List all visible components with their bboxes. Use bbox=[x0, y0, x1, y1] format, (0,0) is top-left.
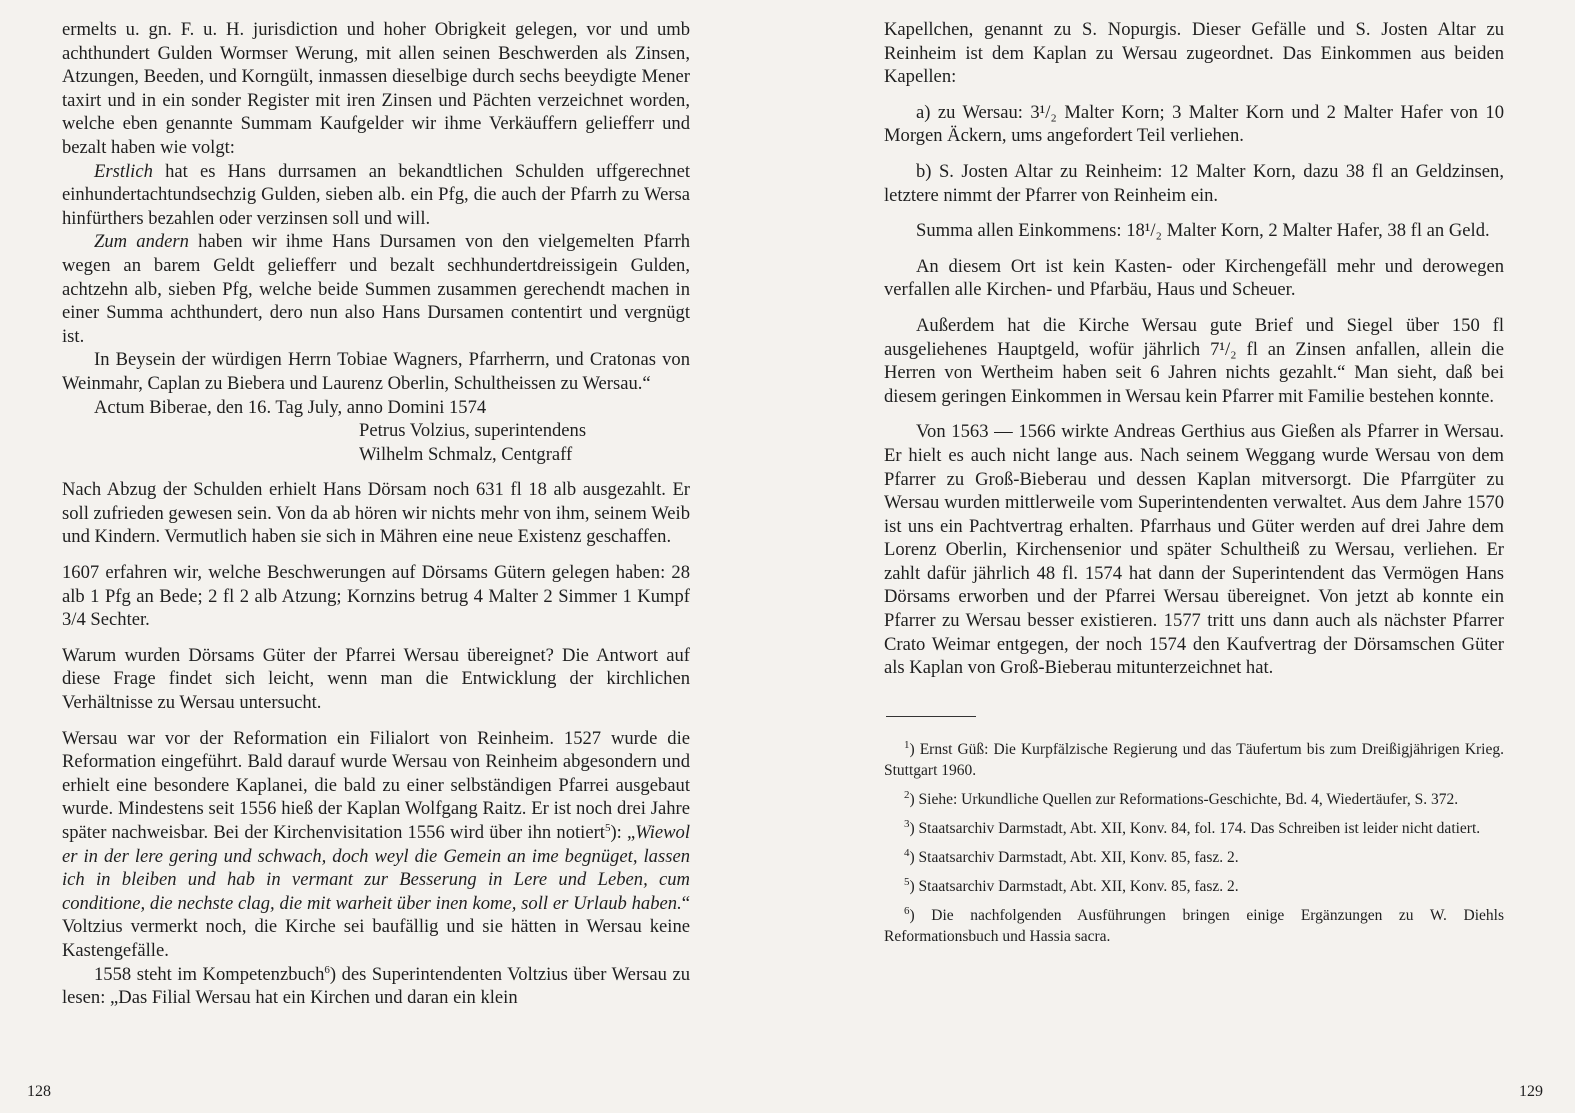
signature-line: Petrus Volzius, superintendens bbox=[359, 420, 587, 442]
paragraph: Von 1563 — 1566 wirkte Andreas Gerthius aus Gießen als Pfarrer in Wersau. Er hielt es auch nicht lange aus. Nach seinem Weggang wurde Wersau von dem Pfarrer zu Groß-Bieberau und dessen Kaplan mitversorgt. Die Pfarrgüter zu Wersau wurden mittlerweile vom Superintendenten verwaltet. Aus dem Jahre 1570 ist uns ein Pachtvertrag erhalten. Pfarrhaus und Güter werden auf drei Jahre dem Lorenz Oberlin, Kirchensenior und später Schultheiß zu Wersau, verliehen. Er zahlt dafür jährlich 48 fl. 1574 hat dann der Superintendent das Vermögen Hans Dörsams erworben und der Pfarrei Wersau übereignet. Von jetzt ab konnte ein Pfarrer zu Wersau besser existieren. 1577 tritt uns dann auch als nächster Pfarrer Crato Weimar entgegen, der noch 1574 den Kaufvertrag der Dörsamschen Güter als Kaplan von Groß-Bieberau mitunterzeichnet hat. bbox=[884, 421, 1504, 679]
paragraph: Wersau war vor der Reformation ein Filialort von Reinheim. 1527 wurde die Reformation eingeführt. Bald darauf wurde Wersau von Reinheim abgesondern und erhielt eine besondere Kaplanei, die bald zu einer selbständigen Pfarrei ausgebaut wurde. Mindestens seit 1556 hieß der Kaplan Wolfgang Raitz. Er ist noch drei Jahre später nachweisbar. Bei der Kirchenvisitation 1556 wird über ihn notiert$^5$): „Wiewol er in der lere gering und schwach, doch weyl die Gemein an ime begnüget, lassen ich in bleiben und hab in vermant zur Besserung in Lere und Leben, cum conditione, die nechste clag, die mit warheit über inen kome, soll er Urlaub haben.“ Voltzius vermerkt noch, die Kirche sei baufällig und sie hätten in Wersau keine Kastengefälle. bbox=[62, 727, 690, 961]
paragraph: Nach Abzug der Schulden erhielt Hans Dörsam noch 631 fl 18 alb ausgezahlt. Er soll zufrieden gewesen sein. Von da ab hören wir nichts mehr von ihm, seinem Weib und Kindern. Vermutlich haben sie sich in Mähren eine neue Existenz geschaffen. bbox=[62, 479, 690, 548]
page-number: 128 bbox=[27, 1083, 51, 1100]
paragraph: ermelts u. gn. F. u. H. jurisdiction und hoher Obrigkeit gelegen, vor und umb achthundert Gulden Wormser Werung, mit allen seinen Beschwerden als Zinsen, Atzungen, Beeden, und Korngült, inmassen dieselbige durch sechs beeydigte Mener taxirt und in ein sonder Register mit iren Zinsen und Pächten verzeichnet worden, welche eben genannte Summam Kaufgelder wir ihme Verkäuffern geliefferr und bezalt haben wie volgt: bbox=[62, 19, 690, 158]
paragraph: Außerdem hat die Kirche Wersau gute Brief und Siegel über 150 fl ausgeliehenes Hauptgeld, wofür jährlich 7¹/₂ fl an Zinsen anfallen, allein die Herren von Wertheim haben seit 6 Jahren nichts gezahlt.“ Man sieht, daß bei diesem geringen Einkommen in Wersau kein Pfarrer mit Familie bestehen konnte. bbox=[884, 314, 1505, 407]
paragraph: An diesem Ort ist kein Kasten- oder Kirchengefäll mehr und derowegen verfallen alle Kirchen- und Pfarbäu, Haus und Scheuer. bbox=[884, 255, 1504, 301]
right-page bbox=[787, 0, 1575, 1113]
left-page bbox=[0, 0, 787, 1113]
footnotes bbox=[884, 739, 1504, 947]
emphasis: Erstlich bbox=[94, 160, 153, 182]
paragraph: Zum andern haben wir ihme Hans Dursamen von den vielgemelten Pfarrh wegen an barem Geldt geliefferr und bezalt sechhundertdreissigein Gulden, achtzehn alb, sieben Pfg, welche beide Summen zusammen gerechendt machen in einer Summa achthundert, dero nun also Hans Dursamen contentirt und vergnügt ist. bbox=[62, 231, 690, 347]
footnote: $^4$) Staatsarchiv Darmstadt, Abt. XII, Konv. 85, fasz. 2. bbox=[904, 846, 1239, 866]
quotation: Wiewol er in der lere gering und schwach, doch weyl die Gemein an ime begnüget, lassen ich in bleiben und hab in vermant zur Besserung in Lere und Leben, cum conditione, die nechste clag, die mit warheit über inen kome, soll er Urlaub haben. bbox=[62, 822, 690, 914]
fraction: 7¹/₂ bbox=[1210, 338, 1237, 360]
paragraph: Summa allen Einkommens: 18¹/₂ Malter Korn, 2 Malter Hafer, 38 fl an Geld. bbox=[916, 220, 1490, 242]
paragraph: Kapellchen, genannt zu S. Nopurgis. Dieser Gefälle und S. Josten Altar zu Reinheim ist dem Kaplan zu Wersau zugeordnet. Das Einkommen aus beiden Kapellen: bbox=[884, 19, 1504, 88]
date-line: Actum Biberae, den 16. Tag July, anno Domini 1574 bbox=[94, 396, 487, 418]
emphasis: Zum andern bbox=[94, 231, 189, 253]
paragraph: 1558 steht im Kompetenzbuch$^6$) des Superintendenten Voltzius über Wersau zu lesen: „Das Filial Wersau hat ein Kirchen und daran ein klein bbox=[62, 963, 690, 1009]
footnote: $^5$) Staatsarchiv Darmstadt, Abt. XII, Konv. 85, fasz. 2. bbox=[904, 875, 1239, 895]
footnote: $^1$) Ernst Güß: Die Kurpfälzische Regierung und das Täufertum bis zum Dreißigjährigen Krieg. Stuttgart 1960. bbox=[884, 738, 1504, 779]
paragraph: b) S. Josten Altar zu Reinheim: 12 Malter Korn, dazu 38 fl an Geldzinsen, letztere nimmt der Pfarrer von Reinheim ein. bbox=[884, 160, 1504, 206]
footnote-divider bbox=[886, 716, 976, 717]
fraction: 3¹/₂ bbox=[1030, 101, 1057, 123]
fraction: 3/4 bbox=[62, 609, 86, 631]
footnote: $^6$) Die nachfolgenden Ausführungen bringen einige Ergänzungen zu W. Diehls Reformationsbuch und Hassia sacra. bbox=[884, 904, 1504, 945]
paragraph: In Beysein der würdigen Herrn Tobiae Wagners, Pfarrherrn, und Cratonas von Weinmahr, Caplan zu Biebera und Laurenz Oberlin, Schultheissen zu Wersau.“ bbox=[62, 349, 690, 394]
fraction: 18¹/₂ bbox=[1126, 220, 1163, 242]
footnote-ref: 6 bbox=[324, 963, 330, 976]
paragraph: 1607 erfahren wir, welche Beschwerungen auf Dörsams Gütern gelegen haben: 28 alb 1 Pfg an Bede; 2 fl 2 alb Atzung; Kornzins betrug 4 Malter 2 Simmer 1 Kumpf 3/4 Sechter. bbox=[62, 562, 690, 631]
footnote: $^3$) Staatsarchiv Darmstadt, Abt. XII, Konv. 84, fol. 174. Das Schreiben ist leider nicht datiert. bbox=[904, 817, 1481, 837]
footnote-ref: 5 bbox=[604, 821, 611, 834]
paragraph: a) zu Wersau: 3¹/₂ Malter Korn; 3 Malter Korn und 2 Malter Hafer von 10 Morgen Äckern, ums angefordert Teil verliehen. bbox=[884, 101, 1504, 147]
footnote: $^2$) Siehe: Urkundliche Quellen zur Reformations-Geschichte, Bd. 4, Wiedertäufer, S. 372. bbox=[904, 788, 1459, 808]
right-text-column bbox=[884, 18, 1504, 955]
page-number: 129 bbox=[1519, 1083, 1543, 1100]
signature-line: Wilhelm Schmalz, Centgraff bbox=[359, 443, 573, 465]
paragraph: Warum wurden Dörsams Güter der Pfarrei Wersau übereignet? Die Antwort auf diese Frage findet sich leicht, wenn man die Entwicklung der kirchlichen Verhältnisse zu Wersau untersucht. bbox=[62, 644, 690, 714]
left-text-column bbox=[62, 18, 690, 1010]
paragraph: Erstlich hat es Hans durrsamen an bekandtlichen Schulden uffgerechnet einhundertachtundsechzig Gulden, sieben alb. ein Pfg, die auch der Pfarrh zu Wersa hinfürthers bezahlen oder verzinsen soll und will. bbox=[62, 160, 690, 229]
